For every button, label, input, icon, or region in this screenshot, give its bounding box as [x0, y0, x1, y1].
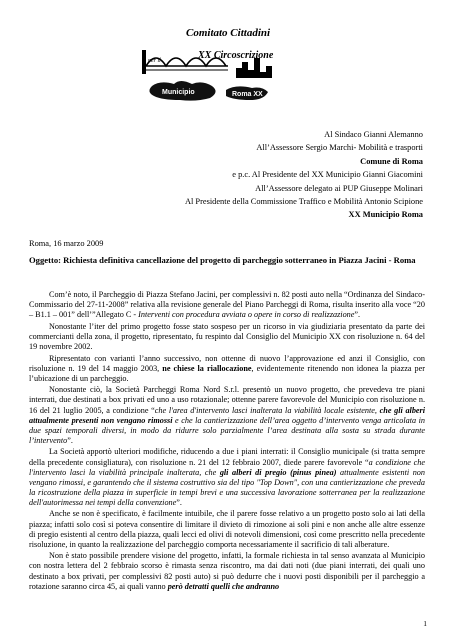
text-run: che la cantierizzazione dell’area oggetto d’intervento venga articolata in due spazi temporali diversi, in modo da ridurre solo parzialmente l’area destinata alla sosta su strada durante l’intervento [29, 415, 426, 445]
body-paragraph [29, 447, 425, 508]
addressee-line: e p.c. Al Presidente del XX Municipio Gianni Giacomini [232, 170, 423, 180]
body-paragraph [29, 322, 425, 352]
text-run: a condizione che l'intervento lasci la viabilità principale inalterata, che [29, 457, 425, 477]
logo-municipio: Municipio [162, 89, 195, 96]
text-run: Non è stato possibile prendere visione del progetto, infatti, la formale richiesta in tal senso avanzata al Municipio con nostra lettera del 2 febbraio scorso è rimasta senza riscontro, ma dai dati noti (due piani interrati, dei quali uno destinato a box privati, per complessivi 82 posti auto) si può dedurre che i nuovi posti disponibili per il parcheggio a rotazione saranno circa 45, ai quali vanno [29, 551, 425, 591]
text-run: La Società apportò ulteriori modifiche, riducendo a due i piani interrati: il Consiglio municipale (si tratta sempre della precedente consigliatura), con risoluzione n. 21 del 12 febbraio 2007, diede parere favorevole “ [29, 447, 425, 467]
addressee-block [43, 128, 423, 222]
text-run: Nonostante l’iter del primo progetto fosse stato sospeso per un ricorso in via giudiziaria presentato da parte dei commercianti della zona, il progetto, ripresentato, fu respinto dal Consiglio del Municipio XX con risoluzione n. 64 del 19 novembre 2002. [29, 321, 425, 351]
addressee-line: All’Assessore delegato ai PUP Giuseppe Molinari [255, 183, 423, 193]
text-run: che gli alberi attualmente presenti non vengano rimossi [29, 405, 426, 425]
logo-graphic [140, 28, 290, 108]
page-number: 1 [423, 619, 427, 628]
text-run: gli alberi di pregio (pinus pinea) [219, 467, 337, 477]
addressee-line: XX Municipio Roma [348, 210, 423, 220]
body-paragraph [29, 509, 425, 549]
text-run: , evidentemente ritenendo non idonea la piazza per l’ubicazione di un parcheggio. [29, 363, 425, 383]
letter-body [29, 290, 425, 593]
text-run: Nonostante ciò, la Società Parcheggi Roma Nord S.r.l. presentò un nuovo progetto, che prevedeva tre piani interrati, due destinati a box privati ed uno a uso rotazionale; ottenne parere favorevole del Municipio con risoluzione n. 16 del 21 luglio 2005, a condizione “ [29, 385, 425, 415]
body-paragraph [29, 385, 425, 446]
text-run: e [172, 415, 182, 425]
logo-line1: Comitato Cittadini [186, 28, 271, 39]
body-paragraph [29, 290, 425, 320]
text-run: ”. [67, 435, 73, 445]
logo-line2-main: XX Circoscrizione [198, 50, 274, 61]
text-run: però detratti quelli che andranno [167, 581, 280, 591]
logo-line2-prefix: per il [148, 58, 161, 64]
text-run: Anche se non è specificato, è facilmente intuibile, che il parere fosse relativo a un progetto posto solo ai lati della piazza; infatti solo così si poteva consentire di limitare il divieto di rimozione ai soli pini e non anche alle altre essenze di pregio esistenti al centro della piazza, quali lecci ed olivi di notevoli dimensioni, così come prescritto nella precedente risoluzione, in quanto la realizzazione del parcheggio comporta necessariamente il sacrificio di tali alberature. [29, 509, 425, 549]
addressee-line: Comune di Roma [360, 156, 423, 166]
text-run: ”. [176, 497, 182, 507]
text-run: ”. [354, 310, 361, 320]
addressee-line: All’Assessore Sergio Marchi- Mobilità e trasporti [256, 143, 423, 153]
text-run: Com’è noto, il Parcheggio di Piazza Stefano Jacini, per complessivi n. 82 posti auto nella “Ordinanza del Sindaco-Commissario del 27-11-2008” relativa alla revisione generale del Piano Parcheggi di Roma, risulta inserito alla voce “20 – B1.1 – 001” dell’”Allegato C - [29, 290, 425, 320]
logo-roma: Roma XX [232, 91, 263, 98]
committee-logo [140, 28, 290, 108]
letter-date: Roma, 16 marzo 2009 [29, 239, 104, 248]
text-run: Ripresentato con varianti l’anno successivo, non ottenne di nuovo l’approvazione ed anzi il Consiglio, con risoluzione n. 19 del 14 maggio 2003, [29, 353, 425, 373]
addressee-line: Al Sindaco Gianni Alemanno [324, 130, 423, 139]
text-run: ne chiese la riallocazione [162, 363, 252, 373]
addressee-line: Al Presidente della Commissione Traffico e Mobilità Antonio Scipione [184, 197, 423, 207]
body-paragraph [29, 551, 425, 591]
text-run: che l'area d'intervento lasci inalterata la viabilità locale esistente [154, 405, 375, 415]
text-run: attualmente esistenti non vengano rimossi, e garantendo che il sistema costruttivo sia del tipo "Top Down", con una cantierizzazione che preveda la ricostruzione della piazza in superficie in tempi brevi e una successiva lavorazione sotterranea per la realizzazione dell'autorimessa nei tempi della convenzione [29, 467, 425, 507]
text-run: Interventi con procedura avviata o opere in corso di realizzazione [138, 310, 355, 320]
body-paragraph [29, 354, 425, 384]
letter-subject: Oggetto: Richiesta definitiva cancellazione del progetto di parcheggio sotterraneo in Piazza Jacini - Roma [29, 255, 416, 265]
text-run: , [374, 405, 380, 415]
